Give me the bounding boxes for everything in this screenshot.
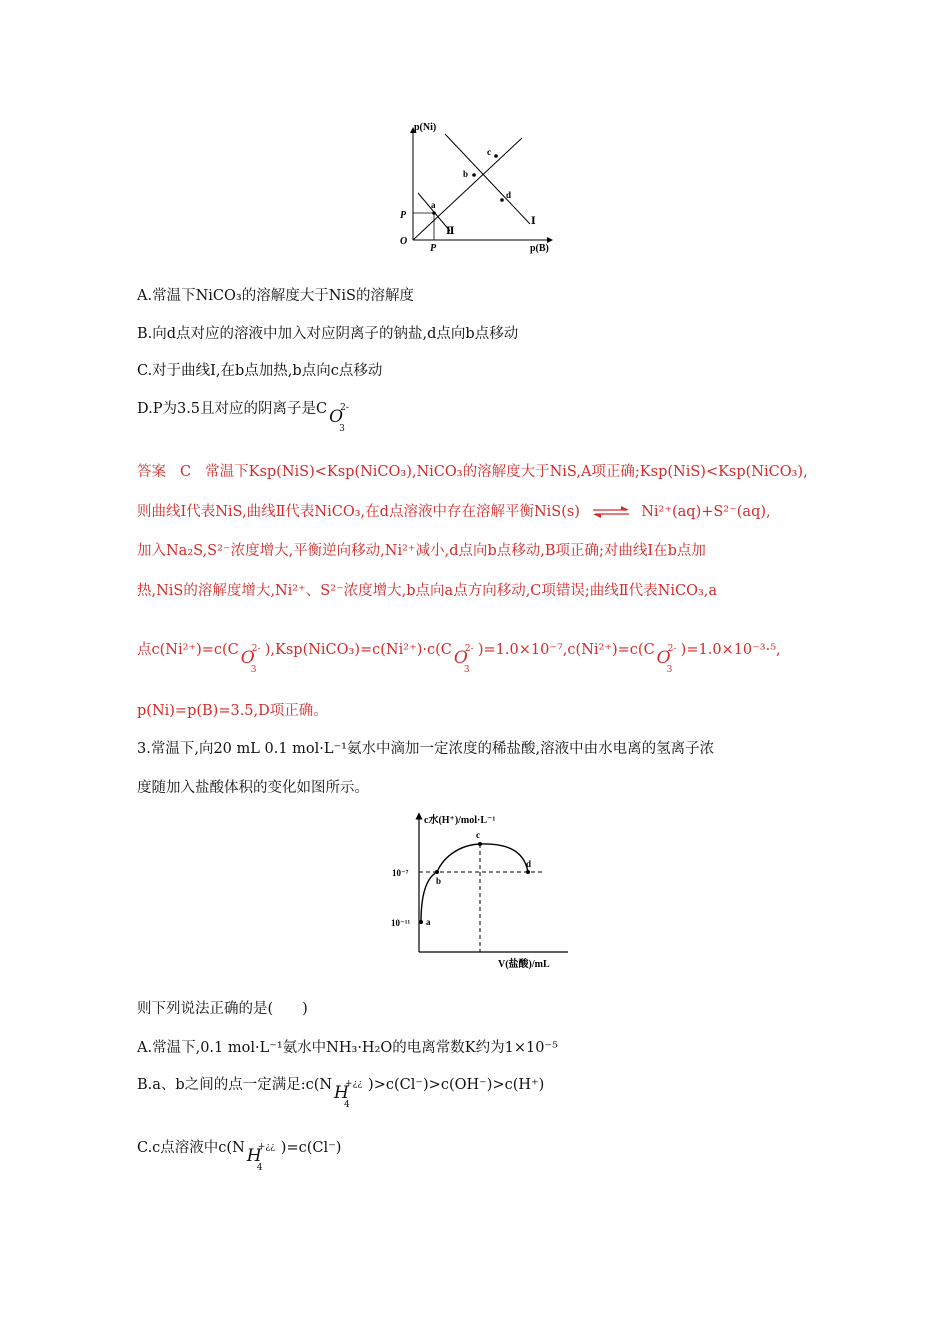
tick-1e-11: 10⁻¹¹: [391, 918, 411, 928]
point-a: a: [426, 917, 431, 927]
q3-stem-1: 3.常温下,向20 mL 0.1 mol·L⁻¹氨水中滴加一定浓度的稀盐酸,溶液中由水电离的氢离子浓: [137, 741, 715, 757]
q3-option-a: A.常温下,0.1 mol·L⁻¹氨水中NH₃·H₂O的电离常数K约为1×10⁻⁵: [137, 1040, 558, 1056]
figure-solubility-graph: [390, 116, 560, 258]
answer-line-2: 则曲线Ⅰ代表NiS,曲线Ⅱ代表NiCO₃,在d点溶液中存在溶解平衡NiS(s) Ni²⁺(aq)+S²⁻(aq),: [137, 504, 771, 520]
point-c: c: [487, 147, 491, 157]
point-b: b: [463, 169, 469, 179]
origin-label: O: [400, 236, 408, 247]
p-label-x: P: [430, 243, 437, 254]
point-b: b: [436, 876, 442, 886]
x-axis-label: V(盐酸)/mL: [498, 959, 550, 970]
curve-II-label: Ⅱ: [446, 226, 455, 237]
q3-ask: 则下列说法正确的是( ): [137, 1001, 308, 1017]
answer-line-5: 点c(Ni²⁺)=c(C O 3 2- ),Ksp(NiCO₃)=c(Ni²⁺)·c(C O 3 2- )=1.0×10⁻⁷,c(Ni²⁺)=c(C O 3 2- )=1.0×10⁻³·⁵,: [137, 642, 781, 675]
ammonium-ion: H 4 +¿¿: [246, 1142, 275, 1173]
carbonate-ion: O 3 2-: [453, 644, 474, 675]
point-c: c: [476, 830, 480, 840]
figure-hydrogen-ion-graph: [386, 806, 576, 978]
point-d: d: [526, 859, 532, 869]
answer-label: 答案: [137, 464, 166, 480]
ammonium-ion: H 4 +¿¿: [334, 1079, 363, 1110]
option-a: A.常温下NiCO₃的溶解度大于NiS的溶解度: [137, 288, 414, 304]
option-c: C.对于曲线Ⅰ,在b点加热,b点向c点移动: [137, 363, 383, 379]
point-d: d: [506, 190, 512, 200]
point-a: a: [431, 200, 436, 210]
answer-choice: C: [180, 464, 192, 480]
curve-I-label: Ⅰ: [531, 216, 536, 227]
answer-line-6: p(Ni)=p(B)=3.5,D项正确。: [137, 703, 328, 719]
carbonate-ion: O 3 2-: [329, 403, 349, 434]
diagonal-line: [413, 138, 522, 240]
tick-1e-7: 10⁻⁷: [392, 868, 409, 878]
answer-line-1: 答案 C 常温下Ksp(NiS)<Ksp(NiCO₃),NiCO₃的溶解度大于NiS,A项正确;Ksp(NiS)<Ksp(NiCO₃),: [137, 464, 808, 480]
x-axis-label: p(B): [530, 243, 549, 254]
option-d: D.P为3.5且对应的阴离子是C O 3 2-: [137, 399, 353, 419]
carbonate-ion: O 3 2-: [240, 644, 261, 675]
q3-stem-2: 度随加入盐酸体积的变化如图所示。: [137, 780, 369, 796]
p-label-y: P: [400, 210, 407, 221]
equilibrium-arrow-icon: [591, 506, 631, 518]
q3-option-b: B.a、b之间的点一定满足:c(N H 4 +¿¿ )>c(Cl⁻)>c(OH⁻)>c(H⁺): [137, 1077, 545, 1110]
y-axis-label: c水(H⁺)/mol·L⁻¹: [424, 815, 496, 826]
q3-option-c: C.c点溶液中c(N H 4 +¿¿ )=c(Cl⁻): [137, 1140, 342, 1173]
option-b: B.向d点对应的溶液中加入对应阴离子的钠盐,d点向b点移动: [137, 326, 519, 342]
y-axis-label: p(Ni): [414, 122, 437, 133]
answer-line-3: 加入Na₂S,S²⁻浓度增大,平衡逆向移动,Ni²⁺减小,d点向b点移动,B项正确;对曲线Ⅰ在b点加: [137, 543, 706, 559]
carbonate-ion: O 3 2-: [656, 644, 677, 675]
answer-line-4: 热,NiS的溶解度增大,Ni²⁺、S²⁻浓度增大,b点向a点方向移动,C项错误;曲线Ⅱ代表NiCO₃,a: [137, 583, 718, 599]
